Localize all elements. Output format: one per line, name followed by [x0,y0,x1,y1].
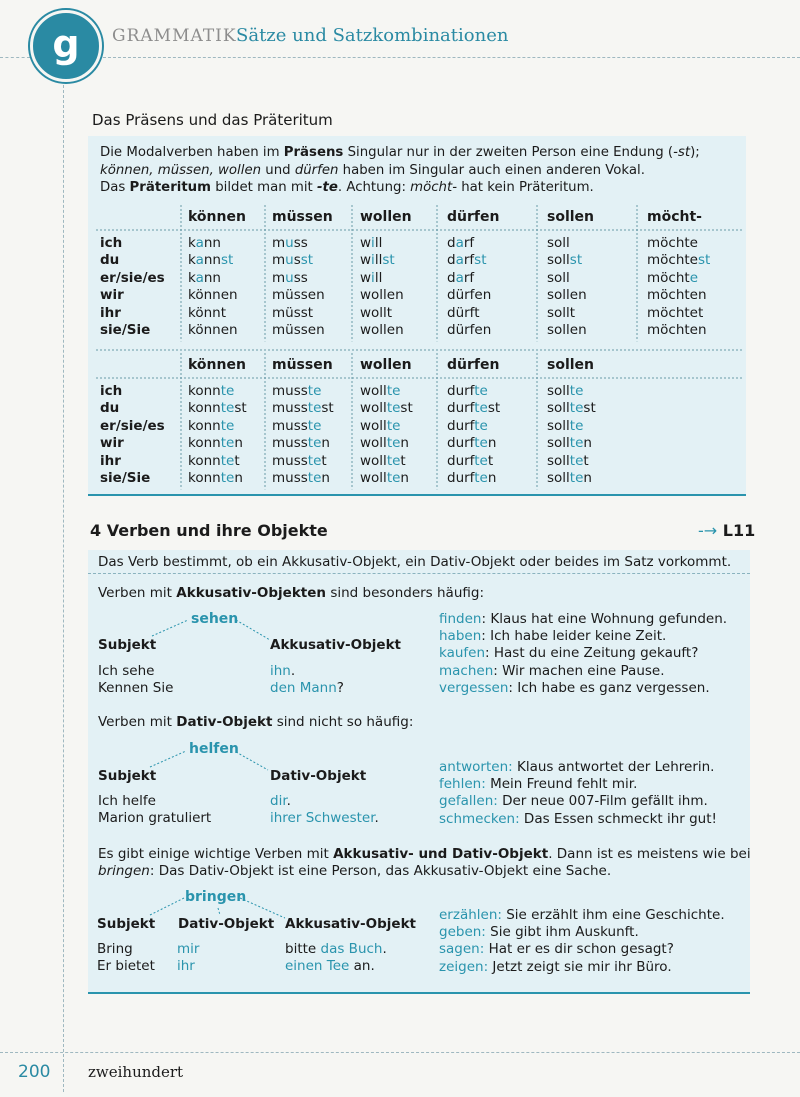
highlighted-ending: te [386,383,401,399]
highlighted-ending: te [569,470,584,486]
text-segment: sollen [547,287,587,304]
dat-subject: Ich helfe [98,793,156,809]
text-segment: konn [188,417,221,434]
highlighted-ending: te [386,470,401,486]
text-segment: soll [547,269,570,286]
text-segment: m [272,252,286,269]
akk-object: den Mann [270,680,337,697]
both-example-text: Jetzt zeigt sie mir ihr Büro. [488,958,672,975]
akk-example-text: : Ich habe es ganz vergessen. [508,679,710,696]
objects-intro: Das Verb bestimmt, ob ein Akkusativ-Objekt, ein Dativ-Objekt oder beides im Satz vorkommt. [98,554,732,570]
text-segment: k [188,252,196,269]
table-header-cell: können [188,357,246,373]
table-header-cell: dürfen [447,357,500,373]
text-segment: t [487,452,494,469]
both-connector-left [150,898,184,915]
akk-example-verb: finden [439,611,482,627]
highlighted-ending: te [307,452,322,469]
dat-object-label: Dativ-Objekt [270,768,367,784]
text-segment: soll [547,470,570,486]
text-segment: nn [203,252,221,269]
text-segment: Präteritum [129,180,211,196]
akk-verb: sehen [191,611,239,627]
table-header-cell: müssen [272,209,333,225]
text-segment: d [447,235,456,251]
dat-example-text: Das Essen schmeckt ihr gut! [519,810,717,827]
text-segment: konn [188,452,221,469]
highlighted-ending: te [220,400,235,417]
text-segment: soll [547,417,570,434]
text-segment: st [487,400,501,417]
text-segment: ll [374,235,383,251]
text-segment: möchten [647,322,707,338]
highlighted-ending: te [220,452,235,469]
text-segment: st [583,400,596,417]
table-header-cell: wollen [360,357,412,373]
both-dat-label: Dativ-Objekt [178,916,275,932]
text-segment: nn [203,235,221,251]
dat-example-text: Mein Freund fehlt mir. [485,776,638,793]
text-segment: müsst [272,304,314,321]
page-title: Sätze und Satzkombinationen [236,25,509,46]
text-segment: bringen [98,863,150,880]
text-segment: möchtet [647,304,704,321]
pronoun-cell: wir [100,287,124,304]
text-segment: w [360,235,372,251]
text-segment: haben im Singular auch einen anderen Vokal. [338,162,645,178]
text-segment: woll [360,452,387,469]
text-segment: soll [547,252,570,269]
arrow-right-icon: -→ [698,521,718,540]
text-segment: ll [374,269,383,286]
dat-connector-left [150,751,186,767]
text-segment: n [321,435,330,452]
akk-subject: Kennen Sie [98,680,174,697]
text-segment: möcht [647,269,690,286]
text-segment: muss [272,470,308,486]
highlighted-ending: a [455,252,464,269]
dat-example-verb: gefallen: [439,793,498,810]
highlighted-ending: te [569,452,584,469]
both-connector-mid [218,908,220,915]
text-segment: soll [547,452,570,469]
highlighted-ending: st [221,252,234,269]
text-segment: muss [272,417,308,434]
highlighted-ending: st [698,252,711,269]
akk-example-text: : Hast du eine Zeitung gekauft? [485,645,699,662]
highlighted-ending: te [569,383,584,399]
dat-example-text: Der neue 007-Film gefällt ihm. [497,793,708,810]
text-segment: durf [447,470,475,486]
text-segment: Akkusativ- und Dativ-Objekt [333,846,549,862]
both-example-verb: sagen: [439,941,485,958]
highlighted-ending: st [569,252,583,269]
text-segment: möcht- [410,180,457,196]
akk-connector-right [236,620,270,640]
highlighted-ending: te [386,417,401,434]
table-header-cell: sollen [547,209,595,225]
text-segment: d [447,252,456,269]
akk-object: ihn [270,663,291,679]
highlighted-ending: te [474,470,488,486]
both-akk-end: an. [349,958,375,975]
text-segment: Akkusativ-Objekten [176,585,327,601]
text-segment: st [321,400,334,417]
text-segment: wollen [360,322,404,338]
lesson-link-label: L11 [722,521,756,540]
text-segment: n [487,470,497,486]
text-segment: könnt [188,304,227,321]
pronoun-cell: wir [100,435,124,452]
text-segment: soll [547,400,570,417]
highlighted-ending: te [474,452,488,469]
both-example-verb: zeigen: [439,958,489,975]
highlighted-ending: u [285,269,294,286]
text-segment: w [360,252,372,269]
text-segment: n [234,435,243,452]
table-header-cell: wollen [360,209,412,225]
akk-example-text: : Ich habe leider keine Zeit. [481,628,667,645]
text-segment: hat kein Präteritum. [457,180,594,196]
text-segment: muss [272,452,308,469]
table-header-cell: können [188,209,246,225]
text-segment: bildet man mit [211,180,317,196]
both-verb: bringen [185,889,247,905]
text-segment: dürfen [447,322,492,338]
highlighted-ending: st [474,252,487,269]
text-segment: ); [690,145,700,160]
text-segment: möchte [647,235,698,251]
highlighted-ending: te [220,470,235,486]
text-segment: ss [293,269,308,286]
text-segment: woll [360,400,387,417]
akk-subject: Ich sehe [98,663,155,679]
dat-object-end: . [374,810,379,827]
highlighted-ending: te [220,435,235,452]
text-segment: -te [316,180,338,196]
text-segment: dürfen [294,162,339,178]
highlighted-ending: te [386,400,401,417]
text-segment: n [321,470,330,486]
text-segment: ll [374,252,383,269]
text-segment: t [583,452,589,469]
text-segment: t [234,452,240,469]
text-segment: konn [188,470,221,486]
text-segment: n [487,435,497,452]
text-segment: dürft [447,304,480,321]
text-segment: -st [673,145,691,160]
text-segment: sollt [547,304,576,321]
dat-subject: Marion gratuliert [98,810,212,827]
section4-title: 4 Verben und ihre Objekte [90,521,328,540]
both-example-text: Sie gibt ihm Auskunft. [485,924,639,941]
text-segment: wollt [360,304,393,321]
text-segment: konn [188,383,221,399]
text-segment: müssen [272,322,325,338]
akk-example-verb: vergessen [439,679,509,696]
text-segment: können [188,322,238,338]
text-segment: n [583,435,592,452]
highlighted-ending: i [371,252,375,269]
both-akk-pre: bitte [285,941,321,957]
text-segment: . Achtung: [337,180,411,196]
text-segment: Verben mit [98,585,177,601]
both-example-text: Sie erzählt ihm eine Geschichte. [501,907,725,923]
highlighted-ending: te [307,400,322,417]
text-segment: w [360,269,372,286]
highlighted-ending: te [307,435,322,452]
text-segment: können [188,287,238,304]
highlighted-ending: te [220,383,235,399]
both-akk-end: . [382,941,387,957]
text-segment: rf [463,235,475,251]
pronoun-cell: sie/Sie [100,470,151,486]
both-example-text: Hat er es dir schon gesagt? [484,941,674,958]
text-segment: n [583,470,592,486]
dat-example-verb: antworten: [439,759,513,775]
text-segment: dürfen [447,287,492,304]
akk-object-end: ? [336,680,344,697]
highlighted-ending: a [195,269,204,286]
both-example-verb: geben: [439,924,486,941]
highlighted-ending: a [195,235,204,251]
text-segment: Dativ-Objekt [176,714,273,730]
highlighted-ending: te [307,383,322,399]
akk-object-end: . [290,663,296,679]
akk-example-verb: machen [439,662,494,679]
text-segment: durf [447,417,475,434]
text-segment: Verben mit [98,714,177,730]
highlighted-ending: te [569,417,584,434]
table-header-cell: möcht- [647,209,702,225]
highlighted-ending: e [689,269,698,286]
dat-object-end: . [286,793,291,809]
table-header-cell: sollen [547,357,595,373]
pronoun-cell: er/sie/es [100,417,165,434]
dat-example-verb: schmecken: [439,810,520,827]
highlighted-ending: i [371,269,375,286]
text-segment: muss [272,435,308,452]
text-segment: sollen [547,322,587,338]
text-segment: . Dann ist es meistens wie bei [548,846,751,862]
text-segment: Singular nur in der zweiten Person eine Endung ( [343,145,674,160]
text-segment: Präsens [283,145,344,160]
highlighted-ending: u [285,252,294,269]
both-subject-label: Subjekt [97,916,156,932]
highlighted-ending: te [474,417,488,434]
both-connector-right [240,898,285,918]
text-segment: soll [547,383,570,399]
text-segment: rf [463,269,475,286]
highlighted-ending: te [307,417,322,434]
text-segment: nn [203,269,221,286]
text-segment: können, müssen, wollen [100,162,262,178]
pronoun-cell: ihr [100,452,121,469]
text-segment: durf [447,400,475,417]
highlighted-ending: st [300,252,314,269]
table-header-cell: müssen [272,357,333,373]
akk-example-verb: kaufen [439,645,486,662]
text-segment: woll [360,435,387,452]
highlighted-ending: te [474,383,488,399]
highlighted-ending: u [285,235,294,251]
text-segment: t [321,452,327,469]
table-header-cell: dürfen [447,209,500,225]
text-segment: k [188,269,196,286]
highlighted-ending: te [220,417,235,434]
highlighted-ending: a [455,269,464,286]
pronoun-cell: er/sie/es [100,269,165,286]
praesens-title: Das Präsens und das Präteritum [92,111,333,129]
highlighted-ending: te [474,435,488,452]
text-segment: d [447,269,456,286]
text-segment: und [261,162,295,178]
section-label: GRAMMATIK [112,26,237,46]
both-subject: Er bietet [97,958,155,975]
text-segment: woll [360,417,387,434]
highlighted-ending: a [455,235,464,251]
akk-example-text: : Klaus hat eine Wohnung gefunden. [481,611,728,627]
highlighted-ending: te [307,470,322,486]
dat-verb: helfen [189,741,239,757]
both-dat-object: mir [177,941,200,957]
both-akk-object: das Buch [320,941,383,957]
both-subject: Bring [97,941,133,957]
highlighted-ending: st [382,252,395,269]
both-dat-object: ihr [177,958,195,975]
text-segment: ss [293,235,308,251]
text-segment: durf [447,452,475,469]
text-segment: rf [463,252,475,269]
highlighted-ending: te [474,400,488,417]
highlighted-ending: te [569,435,584,452]
text-segment: soll [547,235,570,251]
pronoun-cell: sie/Sie [100,322,151,338]
text-segment: muss [272,383,308,399]
text-segment: woll [360,383,387,399]
text-segment: Die Modalverben haben im [100,145,284,160]
text-segment: konn [188,435,221,452]
akk-example-verb: haben [439,628,482,645]
akk-subject-label: Subjekt [98,637,157,653]
chapter-badge-letter: g [52,22,80,66]
text-segment: s [293,252,301,269]
highlighted-ending: te [386,435,401,452]
pronoun-cell: ich [100,383,123,399]
dat-example-verb: fehlen: [439,776,486,793]
text-segment: Das [100,180,130,196]
pronoun-cell: du [100,252,120,269]
both-akk-label: Akkusativ-Objekt [285,916,416,932]
text-segment: k [188,235,196,251]
pronoun-cell: ihr [100,304,121,321]
text-segment: möchten [647,287,707,304]
text-segment: durf [447,383,475,399]
text-segment: t [400,452,406,469]
dat-connector-right [236,752,268,770]
text-segment: wollen [360,287,404,304]
text-segment: soll [547,435,570,452]
akk-object-label: Akkusativ-Objekt [270,637,401,653]
text-segment: sind besonders häufig: [326,585,485,601]
text-segment: st [234,400,247,417]
text-segment: n [400,435,409,452]
text-segment: möchte [647,252,698,269]
dat-object: dir [270,793,287,809]
highlighted-ending: i [371,235,375,251]
highlighted-ending: a [195,252,204,269]
dat-example-text: Klaus antwortet der Lehrerin. [512,759,715,775]
both-example-verb: erzählen: [439,907,502,923]
akk-example-text: : Wir machen eine Pause. [493,662,665,679]
pronoun-cell: du [100,400,120,417]
text-segment: konn [188,400,221,417]
text-segment: n [234,470,243,486]
dat-object: ihrer Schwester [270,810,375,827]
text-segment: Es gibt einige wichtige Verben mit [98,846,334,862]
text-segment: m [272,235,286,251]
text-segment: m [272,269,286,286]
pronoun-cell: ich [100,235,123,251]
akk-connector-left [152,620,188,636]
text-segment: woll [360,470,387,486]
text-segment: n [400,470,409,486]
text-segment: muss [272,400,308,417]
text-segment: durf [447,435,475,452]
highlighted-ending: te [386,452,401,469]
text-segment: müssen [272,287,325,304]
text-segment: sind nicht so häufig: [272,714,414,730]
both-akk-object: einen Tee [285,958,350,975]
page-number: 200 [18,1062,51,1082]
highlighted-ending: te [569,400,584,417]
page-number-word: zweihundert [88,1063,184,1081]
text-segment: st [400,400,413,417]
text-segment: : Das Dativ-Objekt ist eine Person, das Akkusativ-Objekt eine Sache. [149,863,612,880]
dat-subject-label: Subjekt [98,768,157,784]
